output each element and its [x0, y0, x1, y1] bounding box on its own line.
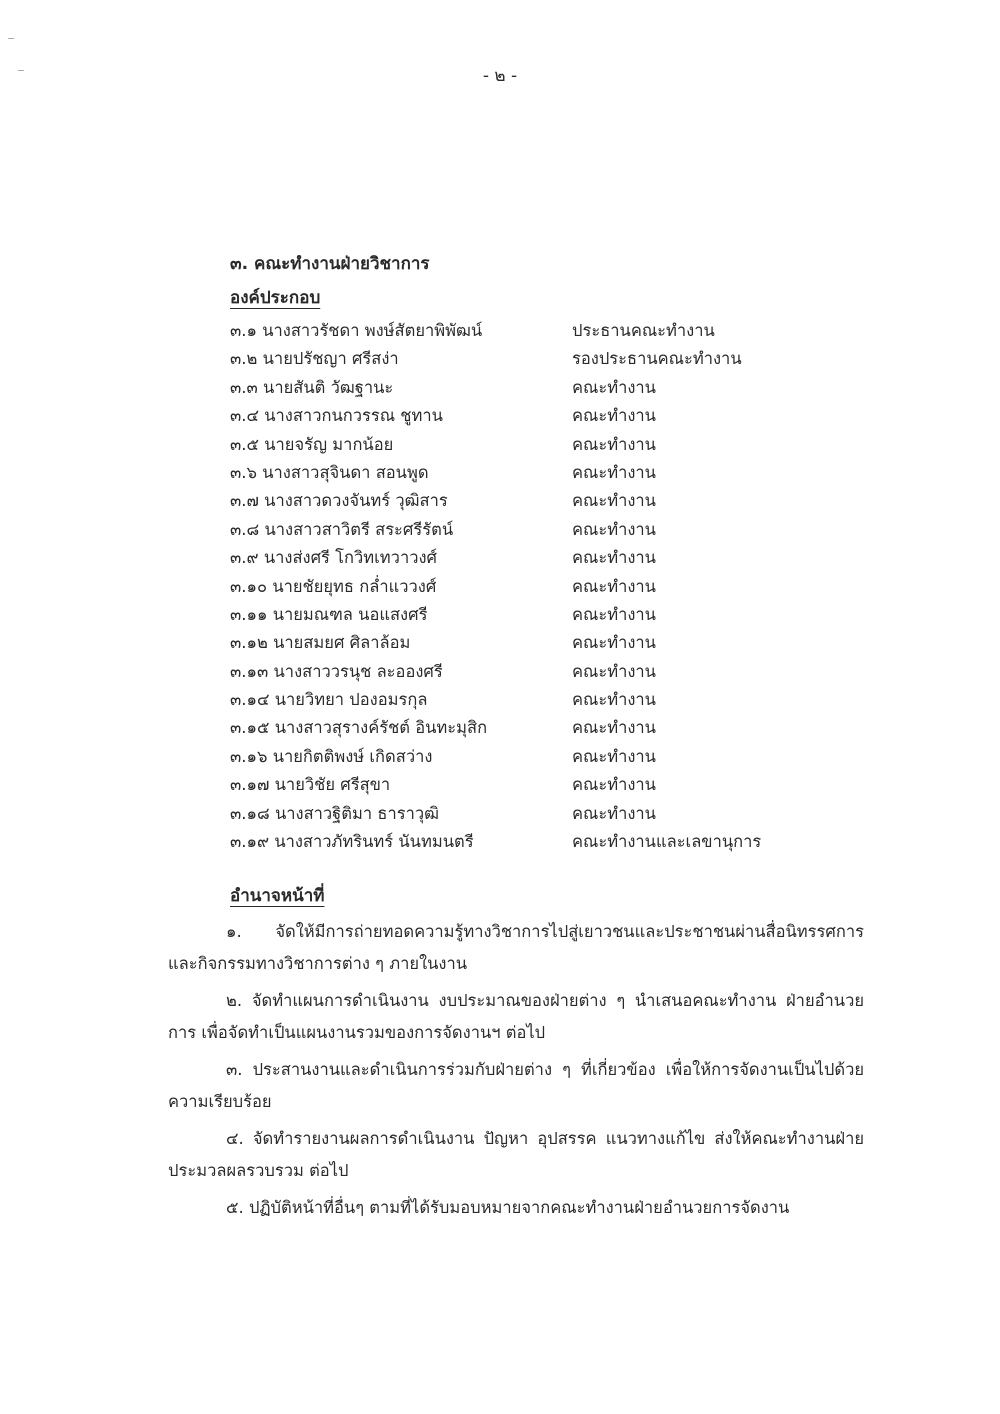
member-role: คณะทำงาน	[572, 775, 656, 795]
member-name: ๓.๑๕ นางสาวสุรางค์รัชต์ อินทะมุสิก	[230, 718, 488, 738]
list-item	[230, 488, 790, 516]
scan-artifact	[8, 38, 14, 39]
member-name: ๓.๑๑ นายมณฑล นอแสงศรี	[230, 604, 428, 624]
member-role: คณะทำงาน	[572, 406, 656, 426]
member-name: ๓.๑ นางสาวรัชดา พงษ์สัตยาพิพัฒน์	[230, 321, 483, 340]
member-name: ๓.๖ นางสาวสุจินดา สอนพูด	[230, 462, 429, 482]
list-item	[230, 432, 790, 460]
member-name: ๓.๑๐ นายชัยยุทธ กล่ำแววงศ์	[230, 576, 437, 596]
member-name: ๓.๑๙ นางสาวภัทรินทร์ นันทมนตรี	[230, 832, 474, 852]
list-item	[230, 630, 790, 658]
duty-item: ๕. ปฏิบัติหน้าที่อื่นๆ ตามที่ได้รับมอบหมายจากคณะทำงานฝ่ายอำนวยการจัดงาน	[226, 1198, 790, 1217]
members-heading: องค์ประกอบ	[230, 288, 321, 308]
duties-list	[168, 916, 864, 1229]
member-role: คณะทำงาน	[572, 462, 656, 482]
list-item	[230, 715, 790, 743]
list-item	[230, 346, 790, 374]
member-name: ๓.๑๓ นางสาววรนุช ละอองศรี	[230, 661, 443, 681]
member-name: ๓.๑๒ นายสมยศ ศิลาล้อม	[230, 633, 411, 653]
list-item	[230, 744, 790, 772]
member-name: ๓.๔ นางสาวกนกวรรณ ชูทาน	[230, 406, 443, 426]
member-role: คณะทำงาน	[572, 633, 656, 653]
member-name: ๓.๑๘ นางสาวฐิติมา ธาราวุฒิ	[230, 803, 440, 823]
list-item	[230, 602, 790, 630]
member-role: คณะทำงาน	[572, 604, 656, 624]
member-role: คณะทำงาน	[572, 519, 656, 539]
list-item	[230, 687, 790, 715]
duty-item: ๔. จัดทำรายงานผลการดำเนินงาน ปัญหา อุปสรรค แนวทางแก้ไข ส่งให้คณะทำงานฝ่ายประมวลผลรวบรวม ต่อไป	[168, 1129, 864, 1180]
member-role: คณะทำงาน	[572, 746, 656, 766]
list-item	[230, 403, 790, 431]
duty-item: ๑. จัดให้มีการถ่ายทอดความรู้ทางวิชาการไปสู่เยาวชนและประชาชนผ่านสื่อนิทรรศการและกิจกรรมทางวิชาการต่าง ๆ ภายในงาน	[168, 922, 864, 973]
duty-item: ๒. จัดทำแผนการดำเนินงาน งบประมาณของฝ่ายต่าง ๆ นำเสนอคณะทำงาน ฝ่ายอำนวยการ เพื่อจัดทำเป็นแผนงานรวมของการจัดงานฯ ต่อไป	[168, 991, 864, 1042]
member-role: คณะทำงาน	[572, 661, 656, 681]
member-role: ประธานคณะทำงาน	[572, 321, 715, 340]
member-role: คณะทำงาน	[572, 718, 656, 738]
member-role: คณะทำงาน	[572, 377, 656, 397]
member-name: ๓.๕ นายจรัญ มากน้อย	[230, 434, 394, 454]
member-role: คณะทำงาน	[572, 576, 656, 596]
list-item	[230, 517, 790, 545]
member-role: รองประธานคณะทำงาน	[572, 349, 742, 369]
member-name: ๓.๑๗ นายวิชัย ศรีสุขา	[230, 775, 391, 795]
member-role: คณะทำงาน	[572, 690, 656, 710]
member-role: คณะทำงาน	[572, 491, 656, 511]
list-item	[230, 375, 790, 403]
list-item	[230, 772, 790, 800]
member-name: ๓.๓ นายสันติ วัฒฐานะ	[230, 377, 394, 397]
member-name: ๓.๙ นางส่งศรี โกวิทเทวาวงศ์	[230, 548, 437, 568]
list-item	[230, 829, 790, 857]
duties-heading: อำนาจหน้าที่	[230, 886, 325, 906]
list-item	[230, 574, 790, 602]
section-title: ๓. คณะทำงานฝ่ายวิชาการ	[230, 254, 430, 274]
member-name: ๓.๘ นางสาวสาวิตรี สระศรีรัตน์	[230, 519, 454, 539]
list-item	[230, 318, 790, 346]
duty-item: ๓. ประสานงานและดำเนินการร่วมกับฝ่ายต่าง ๆ ที่เกี่ยวข้อง เพื่อให้การจัดงานเป็นไปด้วยความเรียบร้อย	[168, 1060, 864, 1111]
member-name: ๓.๑๖ นายกิตติพงษ์ เกิดสว่าง	[230, 746, 433, 766]
list-item	[230, 801, 790, 829]
member-name: ๓.๒ นายปรัชญา ศรีสง่า	[230, 349, 399, 369]
page-number: - ๒ -	[482, 66, 518, 86]
member-role: คณะทำงานและเลขานุการ	[572, 832, 762, 852]
member-role: คณะทำงาน	[572, 548, 656, 568]
member-role: คณะทำงาน	[572, 803, 656, 823]
member-name: ๓.๗ นางสาวดวงจันทร์ วุฒิสาร	[230, 491, 448, 511]
member-list	[230, 318, 790, 857]
member-role: คณะทำงาน	[572, 434, 656, 454]
list-item	[230, 545, 790, 573]
member-name: ๓.๑๔ นายวิทยา ปองอมรกุล	[230, 690, 428, 710]
list-item	[230, 460, 790, 488]
list-item	[230, 659, 790, 687]
